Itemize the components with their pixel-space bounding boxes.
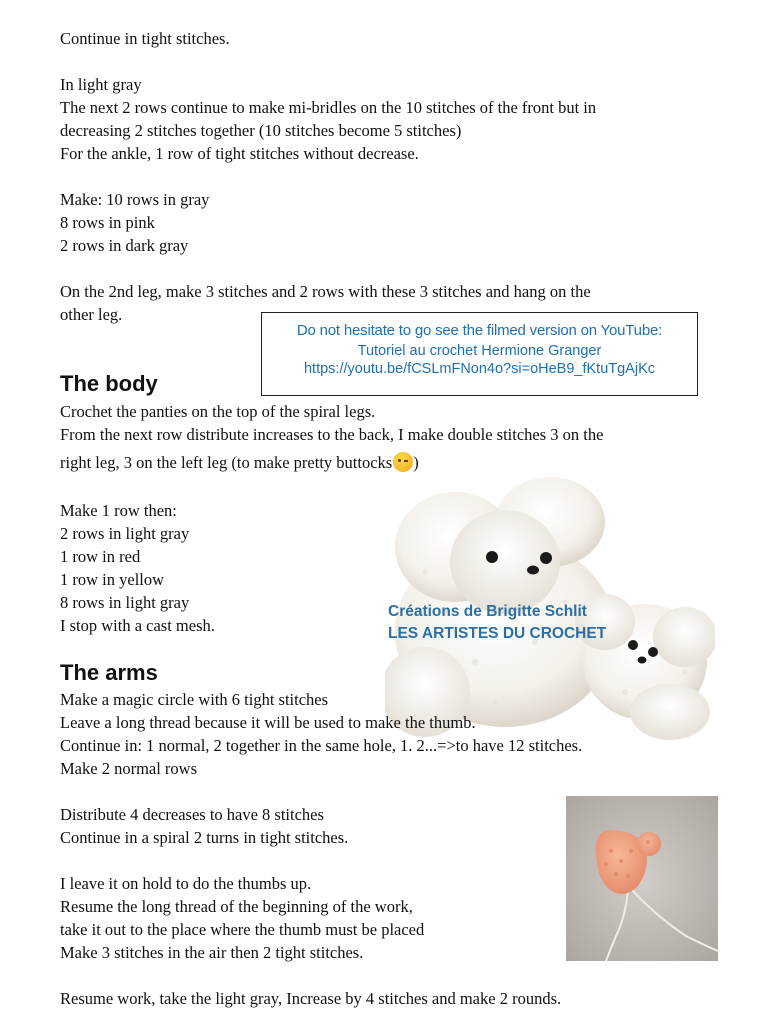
instruction-line: 2 rows in dark gray xyxy=(60,236,189,255)
instruction-line: Make 3 stitches in the air then 2 tight stitches. xyxy=(60,943,364,962)
photo-caption-group: LES ARTISTES DU CROCHET xyxy=(388,625,607,642)
instruction-line: decreasing 2 stitches together (10 stitches become 5 stitches) xyxy=(60,121,462,140)
crochet-hand-photo xyxy=(566,796,718,961)
row-list-item: 8 rows in light gray xyxy=(60,593,190,612)
row-list-item: 2 rows in light gray xyxy=(60,524,190,543)
section-light-gray-title: In light gray xyxy=(60,75,142,94)
instruction-line: The next 2 rows continue to make mi-bridles on the 10 stitches of the front but in xyxy=(60,98,597,117)
instruction-line: Make a magic circle with 6 tight stitches xyxy=(60,690,329,709)
instruction-line: Make: 10 rows in gray xyxy=(60,190,210,209)
instruction-line: On the 2nd leg, make 3 stitches and 2 rows with these 3 stitches and hang on the xyxy=(60,282,591,301)
instruction-line: 8 rows in pink xyxy=(60,213,155,232)
instruction-line: I leave it on hold to do the thumbs up. xyxy=(60,874,312,893)
instruction-text: right leg, 3 on the left leg (to make pretty buttocks xyxy=(60,453,393,472)
youtube-callout-video-title: Tutoriel au crochet Hermione Granger xyxy=(357,343,602,359)
row-list-item: 1 row in red xyxy=(60,547,141,566)
instruction-continue-tight: Continue in tight stitches. xyxy=(60,29,230,48)
instruction-line: For the ankle, 1 row of tight stitches without decrease. xyxy=(60,144,419,163)
instruction-line: other leg. xyxy=(60,305,123,324)
instruction-line: Crochet the panties on the top of the spiral legs. xyxy=(60,402,376,421)
instruction-line: Make 2 normal rows xyxy=(60,759,198,778)
instruction-line: take it out to the place where the thumb must be placed xyxy=(60,920,425,939)
instruction-line: Continue in: 1 normal, 2 together in the same hole, 1. 2...=>to have 12 stitches. xyxy=(60,736,583,755)
instruction-line: I stop with a cast mesh. xyxy=(60,616,215,635)
instruction-line: Distribute 4 decreases to have 8 stitches xyxy=(60,805,324,824)
instruction-line-with-emoji xyxy=(60,451,419,474)
instruction-text: ) xyxy=(413,453,419,472)
instruction-line: Leave a long thread because it will be used to make the thumb. xyxy=(60,713,476,732)
instruction-line: Make 1 row then: xyxy=(60,501,177,520)
photo-caption-creator: Créations de Brigitte Schlit xyxy=(388,603,587,620)
instruction-line: Resume work, take the light gray, Increase by 4 stitches and make 2 rounds. xyxy=(60,989,562,1008)
instruction-line: From the next row distribute increases to the back, I make double stitches 3 on the xyxy=(60,425,604,444)
instruction-line: Continue in a spiral 2 turns in tight stitches. xyxy=(60,828,349,847)
instruction-line: Resume the long thread of the beginning of the work, xyxy=(60,897,413,916)
youtube-callout-box xyxy=(261,312,698,396)
section-heading-arms: The arms xyxy=(60,660,158,685)
youtube-callout-title: Do not hesitate to go see the filmed version on YouTube: xyxy=(296,322,663,339)
youtube-callout-link[interactable]: https://youtu.be/fCSLmFNon4o?si=oHeB9_fKtuTgAjKc xyxy=(303,361,655,377)
section-heading-body: The body xyxy=(60,371,158,396)
row-list-item: 1 row in yellow xyxy=(60,570,165,589)
